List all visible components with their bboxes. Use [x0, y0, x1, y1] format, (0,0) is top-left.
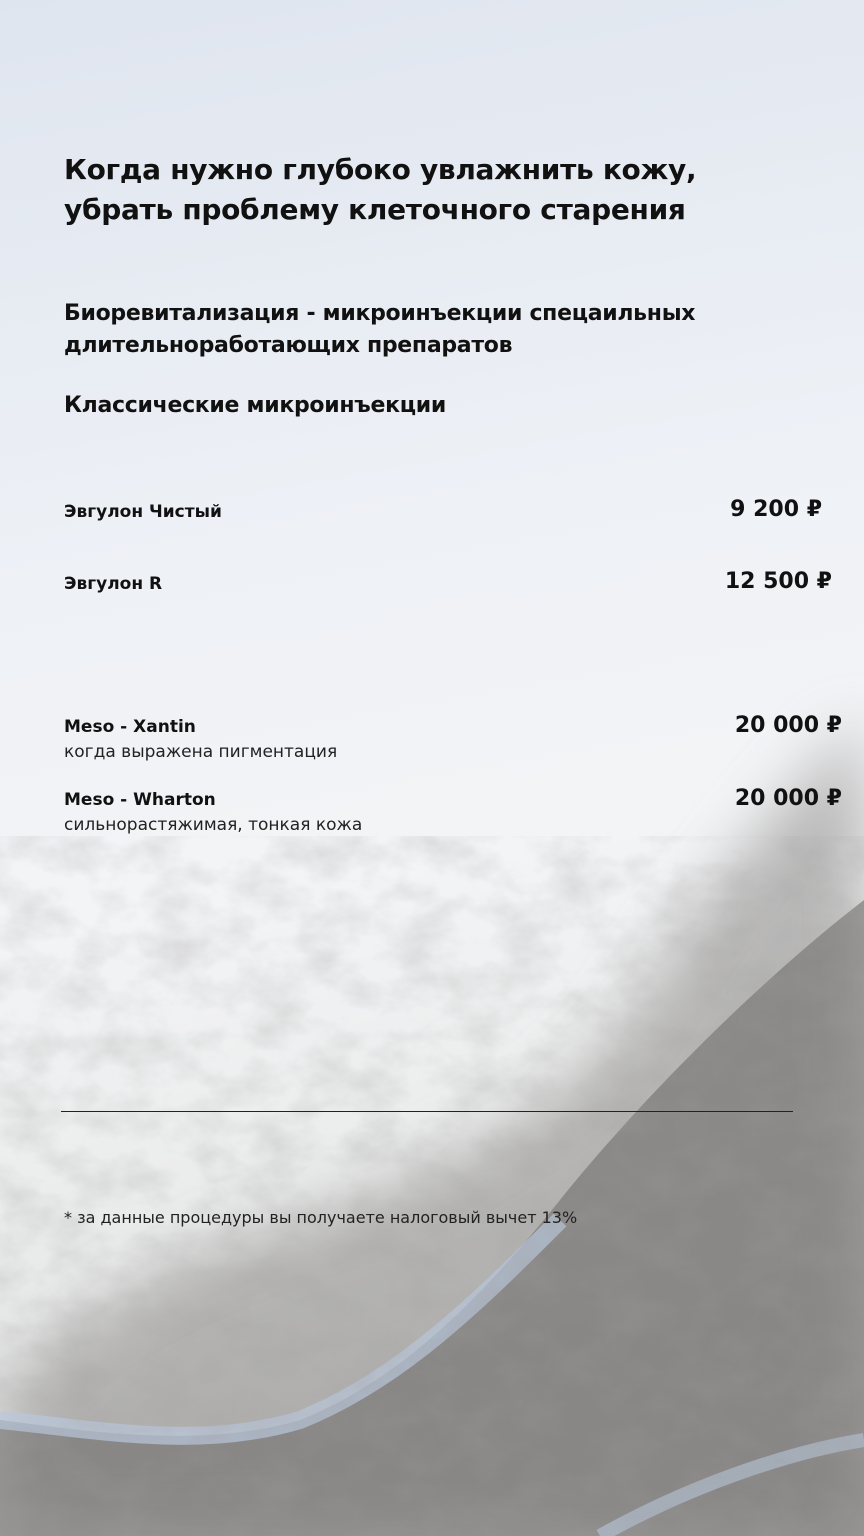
item-description: когда выражена пигментация: [64, 742, 338, 762]
item-name: Meso - Wharton: [64, 790, 216, 810]
item-name: Meso - Xantin: [64, 717, 196, 737]
page-title: Когда нужно глубоко увлажнить кожу, убрать проблему клеточного старения: [64, 153, 697, 226]
subheading: Биоревитализация - микроинъекции спецаильных длительноработающих препаратов: [64, 301, 696, 358]
item-price: 20 000 ₽: [734, 786, 842, 811]
item-name: Эвгулон R: [64, 574, 163, 594]
item-description: сильнорастяжимая, тонкая кожа: [64, 815, 363, 835]
section-title: Классические микроинъекции: [64, 393, 446, 418]
item-name: Эвгулон Чистый: [64, 502, 222, 522]
item-price: 9 200 ₽: [730, 497, 822, 522]
item-price: 20 000 ₽: [734, 713, 842, 738]
divider: [61, 1111, 793, 1112]
footnote: * за данные процедуры вы получаете налоговый вычет 13%: [64, 1208, 578, 1227]
item-price: 12 500 ₽: [724, 569, 832, 594]
